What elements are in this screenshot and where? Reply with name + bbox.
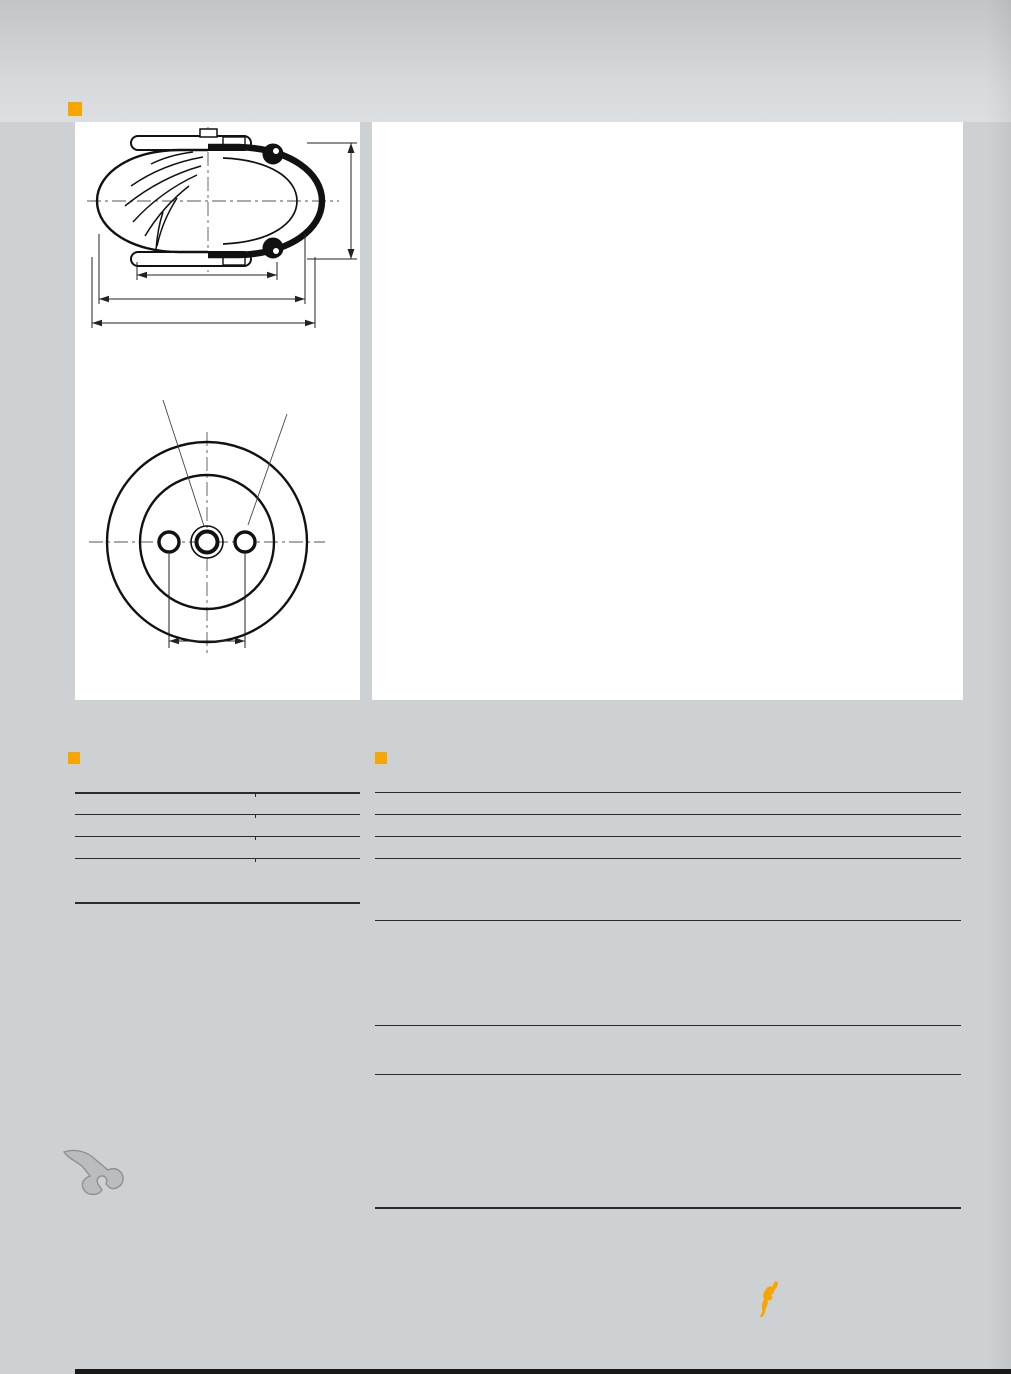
- bottom-rule: [75, 1369, 1011, 1374]
- bottom-view: [89, 400, 325, 656]
- static-characteristics-table: [375, 1074, 961, 1209]
- wrench-icon: [62, 1146, 128, 1198]
- page-edge-shade: [987, 0, 1011, 1374]
- order-table: [75, 792, 360, 904]
- tech-param-row: [375, 814, 961, 836]
- order-type: [75, 837, 255, 840]
- tech-param-row: [375, 836, 961, 858]
- accent-square: [68, 102, 82, 116]
- header-band: [0, 0, 1011, 122]
- side-view: [75, 122, 339, 272]
- order-accent-square: [68, 752, 80, 764]
- order-col-type: [75, 794, 255, 797]
- order-code: [255, 837, 360, 840]
- order-type: [75, 815, 255, 818]
- dynamic-characteristics-table: [375, 920, 961, 1026]
- tech-params-table: [375, 792, 961, 859]
- order-col-code: [255, 794, 360, 797]
- order-table-header: [75, 794, 360, 814]
- order-code: [255, 815, 360, 818]
- tech-accent-square: [375, 752, 387, 764]
- order-row: [75, 814, 360, 836]
- continental-logo: [752, 1280, 982, 1319]
- order-type: [75, 859, 255, 862]
- order-code: [255, 859, 360, 862]
- continental-horse-icon: [754, 1280, 780, 1318]
- order-row: [75, 836, 360, 858]
- order-row: [75, 858, 360, 902]
- air-spring-drawing: [75, 122, 360, 700]
- chart-panel: [372, 122, 963, 700]
- force-height-chart: [372, 122, 963, 700]
- tech-param-row: [375, 793, 961, 814]
- drawing-panel: [75, 122, 360, 700]
